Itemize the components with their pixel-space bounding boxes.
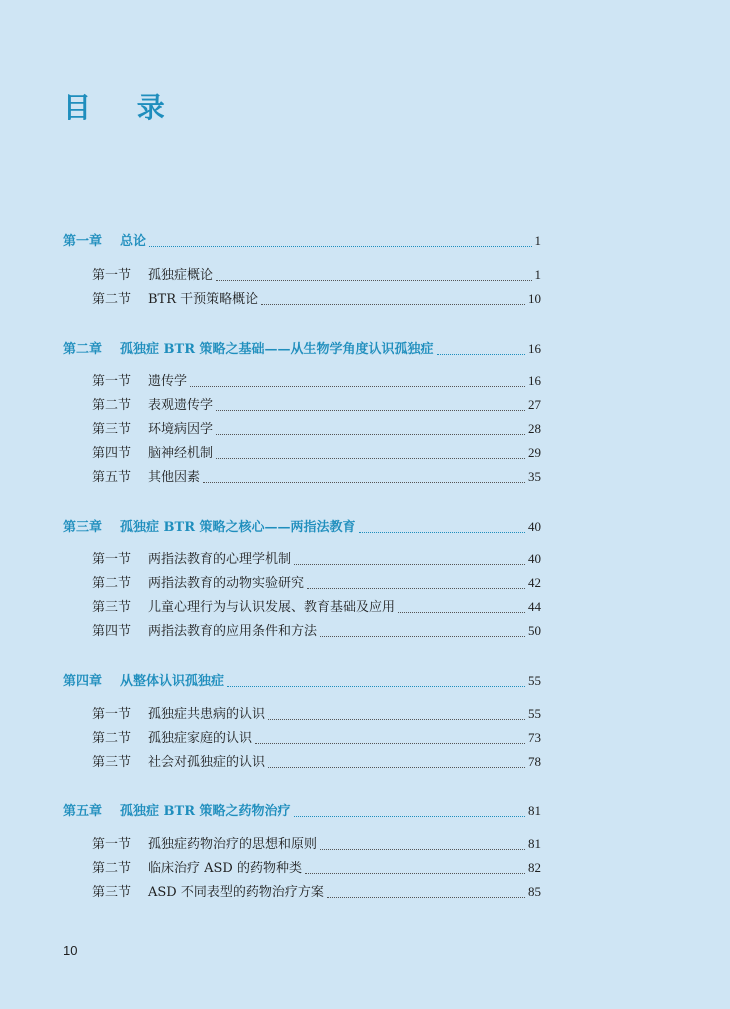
- toc-section[interactable]: [92, 394, 541, 416]
- section-title: 临床治疗 ASD 的药物种类: [148, 861, 302, 876]
- chapter-label: 第一章: [63, 234, 103, 249]
- dot-leader: [320, 629, 525, 637]
- section-title: 环境病因学: [148, 422, 214, 437]
- section-label: 第一节: [92, 552, 132, 567]
- dot-leader: [216, 403, 525, 411]
- section-label: 第四节: [92, 446, 132, 461]
- section-title: 脑神经机制: [148, 446, 214, 461]
- page-title: 目 录: [63, 91, 183, 124]
- page-ref: 35: [528, 469, 541, 484]
- page-ref: 82: [528, 860, 541, 875]
- section-label: 第二节: [92, 861, 132, 876]
- section-label: 第三节: [92, 885, 132, 900]
- dot-leader: [398, 605, 525, 613]
- toc-section[interactable]: [92, 466, 541, 488]
- dot-leader: [294, 809, 525, 817]
- section-title: 其他因素: [148, 470, 201, 485]
- toc-section[interactable]: [92, 264, 541, 286]
- page-ref: 81: [528, 803, 541, 818]
- chapter-title: 从整体认识孤独症: [120, 674, 225, 689]
- page-number: 10: [63, 943, 78, 958]
- section-title: 孤独症家庭的认识: [148, 731, 253, 746]
- section-title: ASD 不同表型的药物治疗方案: [148, 885, 324, 900]
- toc-section[interactable]: [92, 572, 541, 594]
- page-ref: 29: [528, 445, 541, 460]
- page-ref: 40: [528, 519, 541, 534]
- toc-section[interactable]: [92, 288, 541, 310]
- section-label: 第二节: [92, 292, 132, 307]
- dot-leader: [261, 297, 525, 305]
- page-ref: 73: [528, 730, 541, 745]
- dot-leader: [190, 379, 525, 387]
- section-title: 孤独症概论: [148, 268, 214, 283]
- section-label: 第二节: [92, 731, 132, 746]
- page-ref: 1: [534, 267, 541, 282]
- page-ref: 28: [528, 421, 541, 436]
- chapter-label: 第二章: [63, 342, 103, 357]
- dot-leader: [216, 427, 525, 435]
- page-ref: 55: [528, 673, 541, 688]
- toc-chapter-5[interactable]: [63, 800, 541, 822]
- toc-chapter-3[interactable]: [63, 516, 541, 538]
- dot-leader: [327, 890, 525, 898]
- section-title: 遗传学: [148, 374, 188, 389]
- section-title: 孤独症共患病的认识: [148, 707, 266, 722]
- page-ref: 10: [528, 291, 541, 306]
- chapter-title: 孤独症 BTR 策略之基础——从生物学角度认识孤独症: [120, 342, 434, 357]
- page-ref: 16: [528, 341, 541, 356]
- dot-leader: [307, 581, 525, 589]
- toc-section[interactable]: [92, 703, 541, 725]
- page-ref: 44: [528, 599, 541, 614]
- toc-chapter-2[interactable]: [63, 338, 541, 360]
- page-ref: 1: [534, 233, 541, 248]
- section-title: 儿童心理行为与认识发展、教育基础及应用: [148, 600, 396, 615]
- section-title: 两指法教育的心理学机制: [148, 552, 292, 567]
- section-label: 第一节: [92, 268, 132, 283]
- toc-section[interactable]: [92, 548, 541, 570]
- dot-leader: [255, 736, 525, 744]
- dot-leader: [437, 347, 525, 355]
- toc-section[interactable]: [92, 857, 541, 879]
- dot-leader: [203, 475, 525, 483]
- toc-chapter-1[interactable]: [63, 230, 541, 252]
- section-label: 第三节: [92, 755, 132, 770]
- toc-section[interactable]: [92, 620, 541, 642]
- page-ref: 40: [528, 551, 541, 566]
- dot-leader: [268, 760, 525, 768]
- toc-section[interactable]: [92, 418, 541, 440]
- page-ref: 50: [528, 623, 541, 638]
- page-ref: 55: [528, 706, 541, 721]
- page-ref: 85: [528, 884, 541, 899]
- dot-leader: [320, 842, 525, 850]
- page-ref: 42: [528, 575, 541, 590]
- toc-section[interactable]: [92, 727, 541, 749]
- section-label: 第三节: [92, 600, 132, 615]
- section-label: 第三节: [92, 422, 132, 437]
- section-title: 社会对孤独症的认识: [148, 755, 266, 770]
- section-label: 第二节: [92, 576, 132, 591]
- section-label: 第一节: [92, 707, 132, 722]
- section-title: 表观遗传学: [148, 398, 214, 413]
- section-label: 第二节: [92, 398, 132, 413]
- dot-leader: [268, 712, 525, 720]
- dot-leader: [216, 273, 531, 281]
- section-label: 第一节: [92, 837, 132, 852]
- dot-leader: [305, 866, 525, 874]
- toc-section[interactable]: [92, 370, 541, 392]
- chapter-title: 孤独症 BTR 策略之核心——两指法教育: [120, 520, 356, 535]
- chapter-label: 第五章: [63, 804, 103, 819]
- section-label: 第四节: [92, 624, 132, 639]
- dot-leader: [149, 239, 531, 247]
- chapter-label: 第四章: [63, 674, 103, 689]
- page-ref: 78: [528, 754, 541, 769]
- toc-section[interactable]: [92, 833, 541, 855]
- page-ref: 27: [528, 397, 541, 412]
- toc-chapter-4[interactable]: [63, 670, 541, 692]
- dot-leader: [216, 451, 525, 459]
- page-ref: 16: [528, 373, 541, 388]
- toc-section[interactable]: [92, 442, 541, 464]
- dot-leader: [359, 525, 525, 533]
- section-label: 第一节: [92, 374, 132, 389]
- dot-leader: [294, 557, 525, 565]
- chapter-title: 孤独症 BTR 策略之药物治疗: [120, 804, 291, 819]
- chapter-title: 总论: [120, 234, 147, 249]
- toc-section[interactable]: [92, 751, 541, 773]
- section-title: 两指法教育的应用条件和方法: [148, 624, 318, 639]
- toc-section[interactable]: [92, 881, 541, 903]
- section-title: 两指法教育的动物实验研究: [148, 576, 305, 591]
- section-label: 第五节: [92, 470, 132, 485]
- dot-leader: [227, 679, 525, 687]
- section-title: 孤独症药物治疗的思想和原则: [148, 837, 318, 852]
- toc-section[interactable]: [92, 596, 541, 618]
- chapter-label: 第三章: [63, 520, 103, 535]
- page-ref: 81: [528, 836, 541, 851]
- section-title: BTR 干预策略概论: [148, 292, 259, 307]
